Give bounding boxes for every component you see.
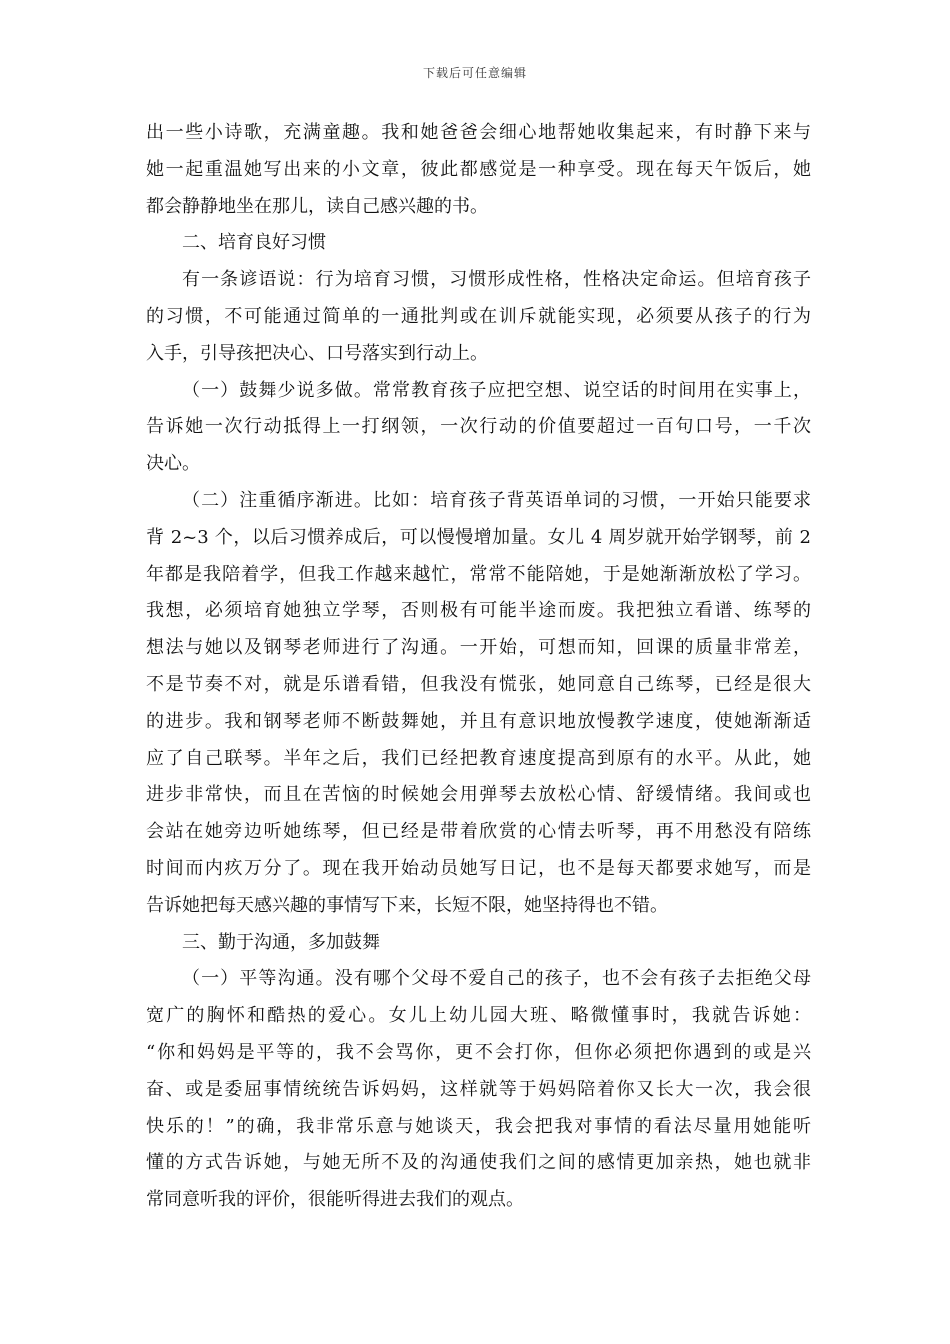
- text-line: 二、培育良好习惯: [182, 232, 326, 254]
- text-line: 三、勤于沟通，多加鼓舞: [182, 931, 380, 953]
- text-line: 入手，引导孩把决心、口号落实到行动上。: [146, 342, 488, 364]
- text-line: 出一些小诗歌，充满童趣。我和她爸爸会细心地帮她收集起来，有时静下来与: [146, 122, 811, 143]
- text-line: 年都是我陪着学，但我工作越来越忙，常常不能陪她，于是她渐渐放松了学习。: [146, 563, 811, 585]
- text-line: 进步非常快，而且在苦恼的时候她会用弹琴去放松心情、舒缓情绪。我间或也: [146, 784, 811, 806]
- header-note: 下载后可任意编辑: [422, 66, 527, 80]
- text-line: 我想，必须培育她独立学琴，否则极有可能半途而废。我把独立看谱、练琴的: [146, 600, 811, 622]
- text-line: 宽广的胸怀和酷热的爱心。女儿上幼儿园大班、略微懂事时，我就告诉她：: [146, 1005, 811, 1027]
- text-line: 快乐的！”的确，我非常乐意与她谈天，我会把我对事情的看法尽量用她能听: [146, 1115, 811, 1137]
- text-line: “你和妈妈是平等的，我不会骂你，更不会打你，但你必须把你遇到的或是兴: [146, 1041, 811, 1063]
- text-line: （一）平等沟通。没有哪个父母不爱自己的孩子，也不会有孩子去拒绝父母: [182, 968, 811, 990]
- text-line: 懂的方式告诉她，与她无所不及的沟通使我们之间的感情更加亲热，她也就非: [146, 1152, 811, 1174]
- text-line: （二）注重循序渐进。比如：培育孩子背英语单词的习惯，一开始只能要求: [182, 489, 811, 511]
- text-line: 常同意听我的评价，很能听得进去我们的观点。: [146, 1189, 524, 1211]
- text-line: 应了自己联琴。半年之后，我们已经把教育速度提高到原有的水平。从此，她: [146, 747, 811, 769]
- text-line: 背 2~3 个，以后习惯养成后，可以慢慢增加量。女儿 4 周岁就开始学钢琴，前 2: [146, 526, 811, 548]
- text-line: 奋、或是委屈事情统统告诉妈妈，这样就等于妈妈陪着你又长大一次，我会很: [146, 1078, 811, 1100]
- body-text: [146, 115, 811, 1219]
- text-line: 决心。: [146, 453, 200, 475]
- text-line: 她一起重温她写出来的小文章，彼此都感觉是一种享受。现在每天午饭后，她: [146, 158, 811, 180]
- text-line: 想法与她以及钢琴老师进行了沟通。一开始，可想而知，回课的质量非常差，: [146, 637, 811, 659]
- text-line: 都会静静地坐在那儿，读自己感兴趣的书。: [146, 195, 488, 217]
- text-line: 告诉她一次行动抵得上一打纲领，一次行动的价值要超过一百句口号，一千次: [146, 416, 811, 438]
- text-line: 的进步。我和钢琴老师不断鼓舞她，并且有意识地放慢教学速度，使她渐渐适: [146, 710, 811, 732]
- text-line: 会站在她旁边听她练琴，但已经是带着欣赏的心情去听琴，再不用愁没有陪练: [146, 821, 811, 843]
- text-line: 不是节奏不对，就是乐谱看错，但我没有慌张，她同意自己练琴，已经是很大: [146, 673, 811, 695]
- text-line: 告诉她把每天感兴趣的事情写下来，长短不限，她坚持得也不错。: [146, 894, 668, 916]
- text-line: （一）鼓舞少说多做。常常教育孩子应把空想、说空话的时间用在实事上，: [182, 379, 811, 401]
- text-line: 有一条谚语说：行为培育习惯，习惯形成性格，性格决定命运。但培育孩子: [182, 269, 811, 291]
- text-line: 的习惯，不可能通过简单的一通批判或在训斥就能实现，必须要从孩子的行为: [146, 305, 811, 327]
- text-line: 时间而内疚万分了。现在我开始动员她写日记，也不是每天都要求她写，而是: [146, 857, 811, 879]
